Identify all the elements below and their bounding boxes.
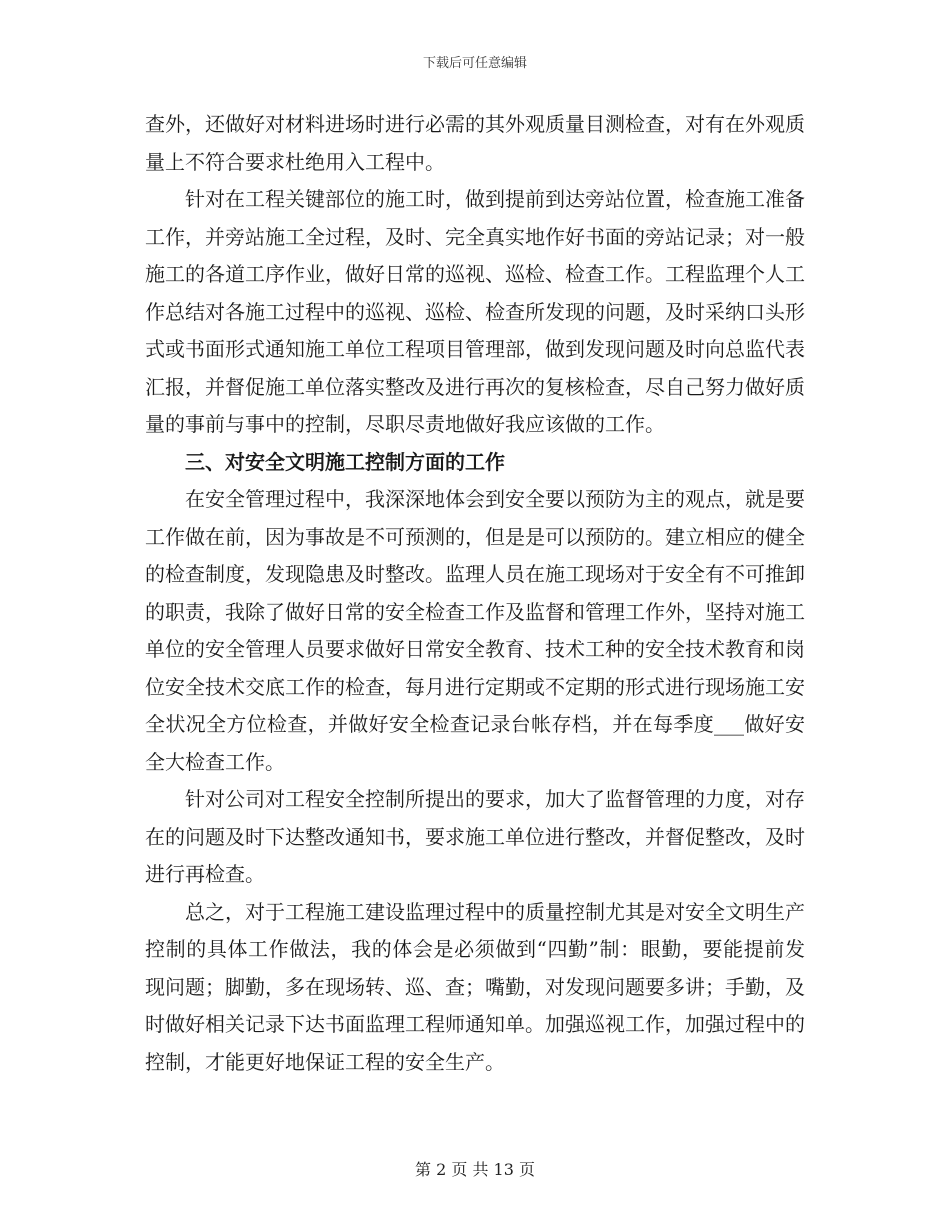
paragraph-safety-management: 在安全管理过程中，我深深地体会到安全要以预防为主的观点，就是要工作做在前，因为事故是不可预测的，但是是可以预防的。建立相应的健全的检查制度，发现隐患及时整改。监理人员在施工现场对于安全有不可推卸的职责，我除了做好日常的安全检查工作及监督和管理工作外，坚持对施工单位的安全管理人员要求做好日常安全教育、技术工种的安全技术教育和岗位安全技术交底工作的检查，每月进行定期或不定期的形式进行现场施工安全状况全方位检查，并做好安全检查记录台帐存档，并在每季度___做好安全大检查工作。 [145,487,805,774]
page-number: 第 2 页 共 13 页 [415,1160,535,1179]
page-header: 下载后可任意编辑 [422,56,527,71]
paragraph-summary: 总之，对于工程施工建设监理过程中的质量控制尤其是对安全文明生产控制的具体工作做法，我的体会是必须做到“四勤”制：眼勤，要能提前发现问题；脚勤，多在现场转、巡、查；嘴勤，对发现问题要多讲；手勤，及时做好相关记录下达书面监理工程师通知单。加强巡视工作，加强过程中的控制，才能更好地保证工程的安全生产。 [145,899,805,1074]
paragraph-company-requirements: 针对公司对工程安全控制所提出的要求，加大了监督管理的力度，对存在的问题及时下达整改通知书，要求施工单位进行整改，并督促整改，及时进行再检查。 [145,787,805,886]
paragraph-continued: 查外，还做好对材料进场时进行必需的其外观质量目测检查，对有在外观质量上不符合要求杜绝用入工程中。 [145,112,805,174]
section-heading: 三、对安全文明施工控制方面的工作 [185,449,505,474]
paragraph-key-parts: 针对在工程关键部位的施工时，做到提前到达旁站位置，检查施工准备工作，并旁站施工全过程，及时、完全真实地作好书面的旁站记录；对一般施工的各道工序作业，做好日常的巡视、巡检、检查工作。工程监理个人工作总结对各施工过程中的巡视、巡检、检查所发现的问题，及时采纳口头形式或书面形式通知施工单位工程项目管理部，做到发现问题及时向总监代表汇报，并督促施工单位落实整改及进行再次的复核检查，尽自己努力做好质量的事前与事中的控制，尽职尽责地做好我应该做的工作。 [145,187,805,436]
document-body [145,106,805,1081]
